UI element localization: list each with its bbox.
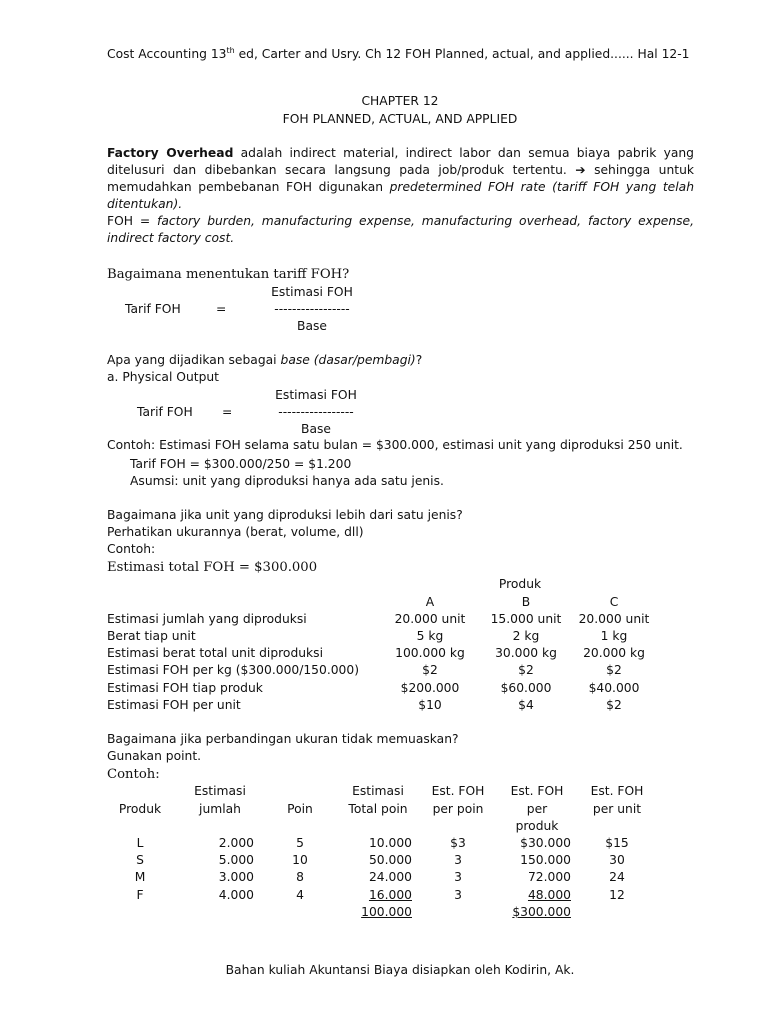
header-per-produk-2: per (526, 802, 548, 816)
table-cell: $15 (605, 836, 629, 850)
header-per-poin: Est. FOH (431, 784, 485, 798)
table-cell: 24 (609, 870, 625, 884)
table-row-label: Berat tiap unit (107, 629, 196, 643)
table-cell: 5 kg (416, 629, 444, 643)
point-contoh: Contoh: (107, 767, 160, 782)
header-jumlah: Estimasi (194, 784, 246, 798)
header-per-produk-3: produk (515, 819, 559, 833)
table-cell: 48.000 (527, 888, 571, 902)
table-cell: 2.000 (218, 836, 254, 850)
table-cell: 10 (292, 853, 308, 867)
table-cell: 2 kg (512, 629, 540, 643)
table-row-label: Estimasi jumlah yang diproduksi (107, 612, 307, 626)
formula2-label: Tarif FOH (137, 405, 193, 419)
tarif-calculation: Tarif FOH = $300.000/250 = $1.200 (130, 457, 352, 471)
table-cell: 3 (454, 870, 462, 884)
table-cell: 4 (296, 888, 304, 902)
table-cell: $4 (518, 698, 534, 712)
formula2-equals: = (222, 405, 233, 419)
table-cell: $2 (606, 663, 622, 677)
header-text-rest: ed, Carter and Usry. Ch 12 FOH Planned, actual, and applied...... Hal 12-1 (234, 47, 690, 61)
table-cell: F (136, 888, 144, 902)
table-cell: 16.000 (368, 888, 412, 902)
point-question: Bagaimana jika perbandingan ukuran tidak memuaskan? (107, 732, 459, 746)
table-cell: M (134, 870, 146, 884)
table-cell: 3 (454, 853, 462, 867)
table-cell: 20.000 unit (394, 612, 466, 626)
header-poin: Poin (287, 802, 313, 816)
header-jumlah-2: jumlah (199, 802, 241, 816)
table-cell: 50.000 (368, 853, 412, 867)
column-c: C (609, 595, 619, 609)
table-cell: $40.000 (588, 681, 640, 695)
point-instruction: Gunakan point. (107, 749, 202, 763)
header-per-unit-2: per unit (592, 802, 642, 816)
formula2-denominator: Base (301, 422, 331, 436)
table-cell: $2 (518, 663, 534, 677)
base-question-text: Apa yang dijadikan sebagai (107, 353, 281, 367)
table-cell: 24.000 (368, 870, 412, 884)
table-cell: 20.000 unit (578, 612, 650, 626)
table-cell: 1 kg (600, 629, 628, 643)
table-cell: 4.000 (218, 888, 254, 902)
header-produk: Produk (118, 802, 162, 816)
formula-numerator: Estimasi FOH (271, 285, 353, 299)
column-b: B (521, 595, 531, 609)
table-row-label: Estimasi FOH per unit (107, 698, 241, 712)
table-cell: 5 (296, 836, 304, 850)
header-per-poin-2: per poin (432, 802, 484, 816)
table-cell: 8 (296, 870, 304, 884)
table-cell: $200.000 (400, 681, 460, 695)
table-cell: $60.000 (500, 681, 552, 695)
table-cell: $30.000 (520, 836, 571, 850)
term-factory-overhead: Factory Overhead (107, 146, 234, 160)
column-a: A (425, 595, 435, 609)
table-cell: 3 (454, 888, 462, 902)
formula-divider: ----------------- (274, 302, 350, 316)
table-cell: 72.000 (527, 870, 571, 884)
table-row-label: Estimasi FOH tiap produk (107, 681, 263, 695)
base-question (107, 352, 422, 369)
formula-equals: = (216, 302, 227, 316)
foh-label: FOH = (107, 214, 158, 228)
table-cell: 12 (609, 888, 625, 902)
header-per-produk: Est. FOH (510, 784, 564, 798)
header-text: Cost Accounting 13 (107, 47, 227, 61)
header-total-poin: Estimasi (352, 784, 404, 798)
table-cell: $2 (606, 698, 622, 712)
chapter-number: CHAPTER 12 (361, 94, 439, 108)
multi-product-note: Perhatikan ukurannya (berat, volume, dll) (107, 525, 364, 539)
table-cell: $10 (418, 698, 442, 712)
multi-product-question: Bagaimana jika unit yang diproduksi lebih dari satu jenis? (107, 508, 463, 522)
formula2-divider: ----------------- (278, 405, 354, 419)
header-total-poin-2: Total poin (348, 802, 408, 816)
table-cell: 20.000 kg (583, 646, 645, 660)
intro-text-2: sehingga untuk memudahkan pembebanan FOH digunakan (107, 163, 695, 194)
produk-header: Produk (498, 577, 542, 591)
base-question-italic: base (dasar/pembagi) (280, 353, 416, 367)
table-cell: 30.000 kg (495, 646, 557, 660)
header-superscript: th (226, 46, 235, 55)
formula2-numerator: Estimasi FOH (275, 388, 357, 402)
item-a: a. Physical Output (107, 370, 219, 384)
table-cell: 3.000 (218, 870, 254, 884)
table-cell: 10.000 (368, 836, 412, 850)
table-row-label: Estimasi FOH per kg ($300.000/150.000) (107, 663, 360, 677)
header-per-unit: Est. FOH (590, 784, 644, 798)
assumption-text: Asumsi: unit yang diproduksi hanya ada satu jenis. (130, 474, 444, 488)
total-poin: 100.000 (361, 905, 412, 919)
total-foh: Estimasi total FOH = $300.000 (107, 560, 318, 575)
intro-paragraph (107, 145, 694, 247)
formula-question: Bagaimana menentukan tariff FOH? (107, 267, 350, 282)
total-per-produk: $300.000 (512, 905, 571, 919)
intro-italic: predetermined FOH rate (tariff FOH yang telah ditentukan). (107, 180, 694, 211)
table-cell: $2 (422, 663, 438, 677)
example-text: Contoh: Estimasi FOH selama satu bulan = $300.000, estimasi unit yang diproduksi 250 unit. (107, 438, 683, 452)
page-header (107, 46, 690, 63)
base-question-end: ? (415, 353, 423, 367)
formula-denominator: Base (297, 319, 327, 333)
table-cell: 150.000 (520, 853, 571, 867)
table-cell: 100.000 kg (395, 646, 465, 660)
multi-product-contoh: Contoh: (107, 542, 156, 556)
table-cell: 15.000 unit (490, 612, 562, 626)
table-cell: $3 (450, 836, 466, 850)
table-cell: L (136, 836, 144, 850)
arrow-right-icon: ➔ (575, 163, 586, 177)
formula-label: Tarif FOH (125, 302, 181, 316)
foh-synonyms: factory burden, manufacturing expense, manufacturing overhead, factory expense, indirect factory cost. (107, 214, 694, 245)
table-cell: 30 (609, 853, 625, 867)
chapter-title: FOH PLANNED, ACTUAL, AND APPLIED (282, 112, 518, 126)
table-row-label: Estimasi berat total unit diproduksi (107, 646, 323, 660)
table-cell: S (136, 853, 144, 867)
table-cell: 5.000 (218, 853, 254, 867)
intro-text: adalah indirect material, indirect labor dan semua biaya pabrik yang ditelusuri dan dibebankan secara langsung pada job/produk tertentu. (107, 146, 694, 177)
page-footer: Bahan kuliah Akuntansi Biaya disiapkan oleh Kodirin, Ak. (225, 963, 575, 977)
